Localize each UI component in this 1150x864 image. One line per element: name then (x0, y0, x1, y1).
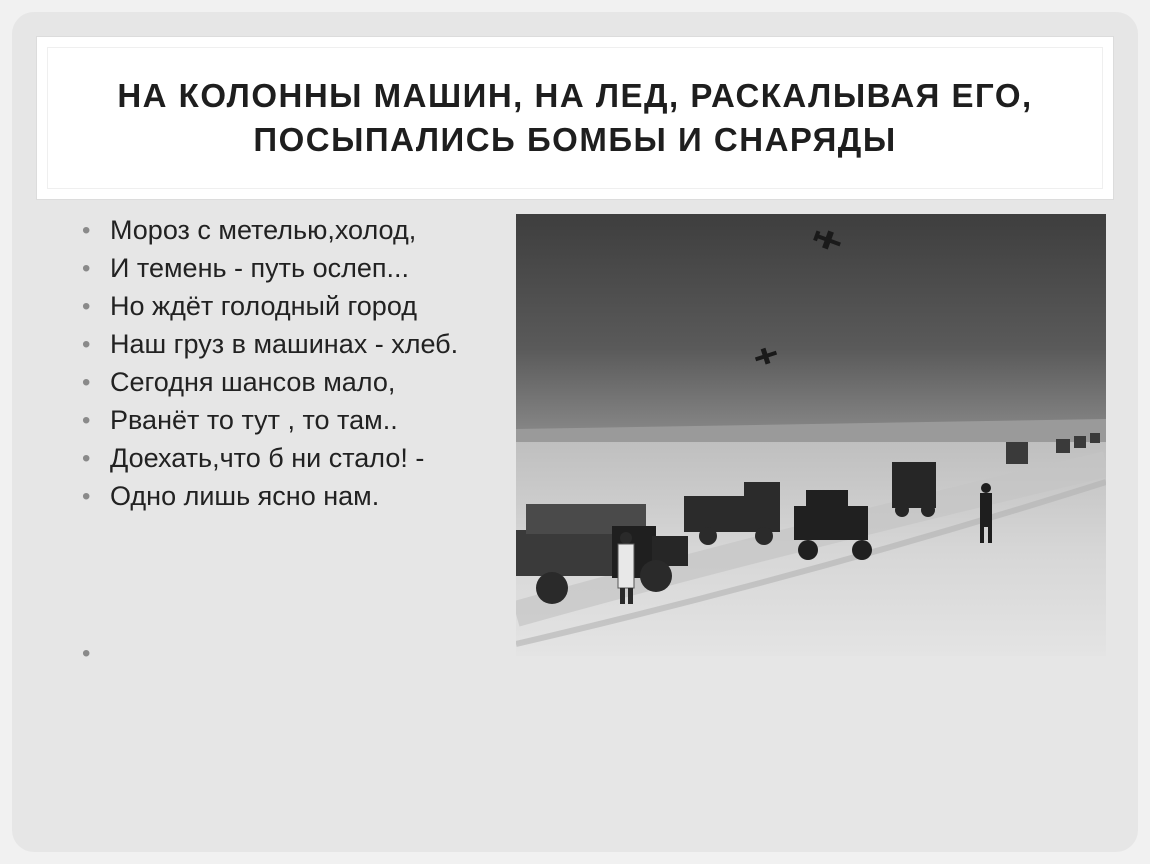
bullet-text: Доехать,что б ни стало! - (110, 443, 425, 473)
bullet-item (76, 330, 486, 359)
title-line-2: ПОСЫПАЛИСЬ БОМБЫ И СНАРЯДЫ (253, 121, 897, 158)
bullet-dot-icon: • (82, 445, 91, 472)
bullet-text: Но ждёт голодный город (110, 291, 417, 321)
title-box (36, 36, 1114, 200)
bullet-text: Одно лишь ясно нам. (110, 481, 380, 511)
bullet-text: Наш груз в машинах - хлеб. (110, 329, 459, 359)
bullet-text: Мороз с метелью,холод, (110, 215, 417, 245)
bullet-item (76, 482, 486, 511)
title-line-1: НА КОЛОННЫ МАШИН, НА ЛЕД, РАСКАЛЫВАЯ ЕГО, (117, 77, 1033, 114)
bullet-dot-icon: • (82, 217, 91, 244)
bullet-text: Рванёт то тут , то там.. (110, 405, 398, 435)
bullet-item (76, 292, 486, 321)
slide (12, 12, 1138, 852)
bullet-item (76, 254, 486, 283)
bullet-text: Сегодня шансов мало, (110, 367, 396, 397)
bullet-dot-icon: • (82, 369, 91, 396)
bullet-item (76, 406, 486, 435)
bullet-item (76, 216, 486, 245)
photo-sky (516, 214, 1106, 439)
bullet-list (76, 216, 486, 520)
bullet-dot-icon: • (82, 293, 91, 320)
bullet-text: И темень - путь ослеп... (110, 253, 410, 283)
bullet-dot-icon: • (82, 483, 91, 510)
convoy-photo (516, 214, 1106, 656)
bullet-dot-icon: • (82, 331, 91, 358)
empty-bullet-dot-icon: • (82, 640, 91, 667)
bullet-dot-icon: • (82, 407, 91, 434)
bullet-item (76, 368, 486, 397)
slide-title (77, 74, 1072, 162)
bullet-item (76, 444, 486, 473)
bullet-dot-icon: • (82, 255, 91, 282)
